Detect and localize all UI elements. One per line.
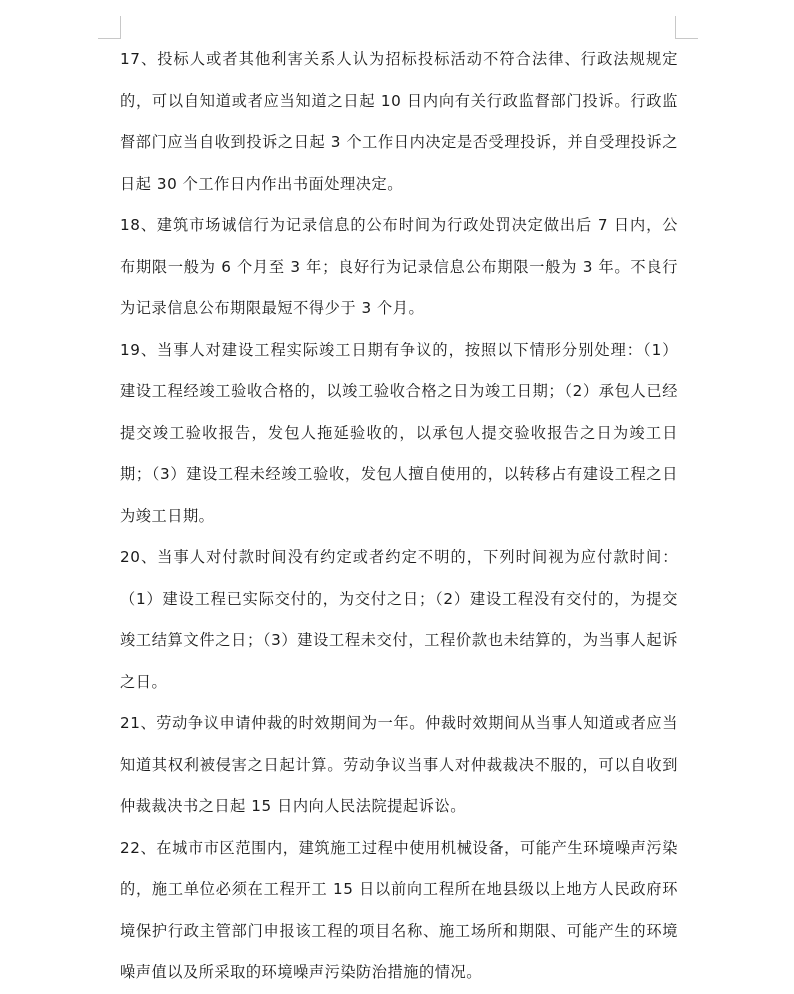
paragraph-19: 19、当事人对建设工程实际竣工日期有争议的，按照以下情形分别处理：（1）建设工程经竣工验收合格的，以竣工验收合格之日为竣工日期；（2）承包人已经提交竣工验收报告，发包人拖延验收的，以承包人提交验收报告之日为竣工日期；（3）建设工程未经竣工验收，发包人擅自使用的，以转移占有建设工程之日为竣工日期。 [120,340,678,525]
paragraph-22: 22、在城市市区范围内，建筑施工过程中使用机械设备，可能产生环境噪声污染的，施工单位必须在工程开工 15 日以前向工程所在地县级以上地方人民政府环境保护行政主管部门申报该工程的项目名称、施工场所和期限、可能产生的环境噪声值以及所采取的环境噪声污染防治措施的情况。 [120,838,678,981]
document-body[interactable] [120,39,678,994]
paragraph-21: 21、劳动争议申请仲裁的时效期间为一年。仲裁时效期间从当事人知道或者应当知道其权利被侵害之日起计算。劳动争议当事人对仲裁裁决不服的，可以自收到仲裁裁决书之日起 15 日内向人民法院提起诉讼。 [120,714,678,815]
paragraph-17: 17、投标人或者其他利害关系人认为招标投标活动不符合法律、行政法规规定的，可以自知道或者应当知道之日起 10 日内向有关行政监督部门投诉。行政监督部门应当自收到投诉之日起 3 个工作日内决定是否受理投诉，并自受理投诉之日起 30 个工作日内作出书面处理决定。 [120,50,678,193]
margin-corner-mark-right [675,16,698,39]
paragraph-20: 20、当事人对付款时间没有约定或者约定不明的，下列时间视为应付款时间：（1）建设工程已实际交付的，为交付之日；（2）建设工程没有交付的，为提交竣工结算文件之日；（3）建设工程未交付，工程价款也未结算的，为当事人起诉之日。 [120,548,678,691]
paragraph-18: 18、建筑市场诚信行为记录信息的公布时间为行政处罚决定做出后 7 日内，公布期限一般为 6 个月至 3 年；良好行为记录信息公布期限一般为 3 年。不良行为记录信息公布期限最短不得少于 3 个月。 [120,216,678,317]
margin-corner-mark-left [98,16,121,39]
